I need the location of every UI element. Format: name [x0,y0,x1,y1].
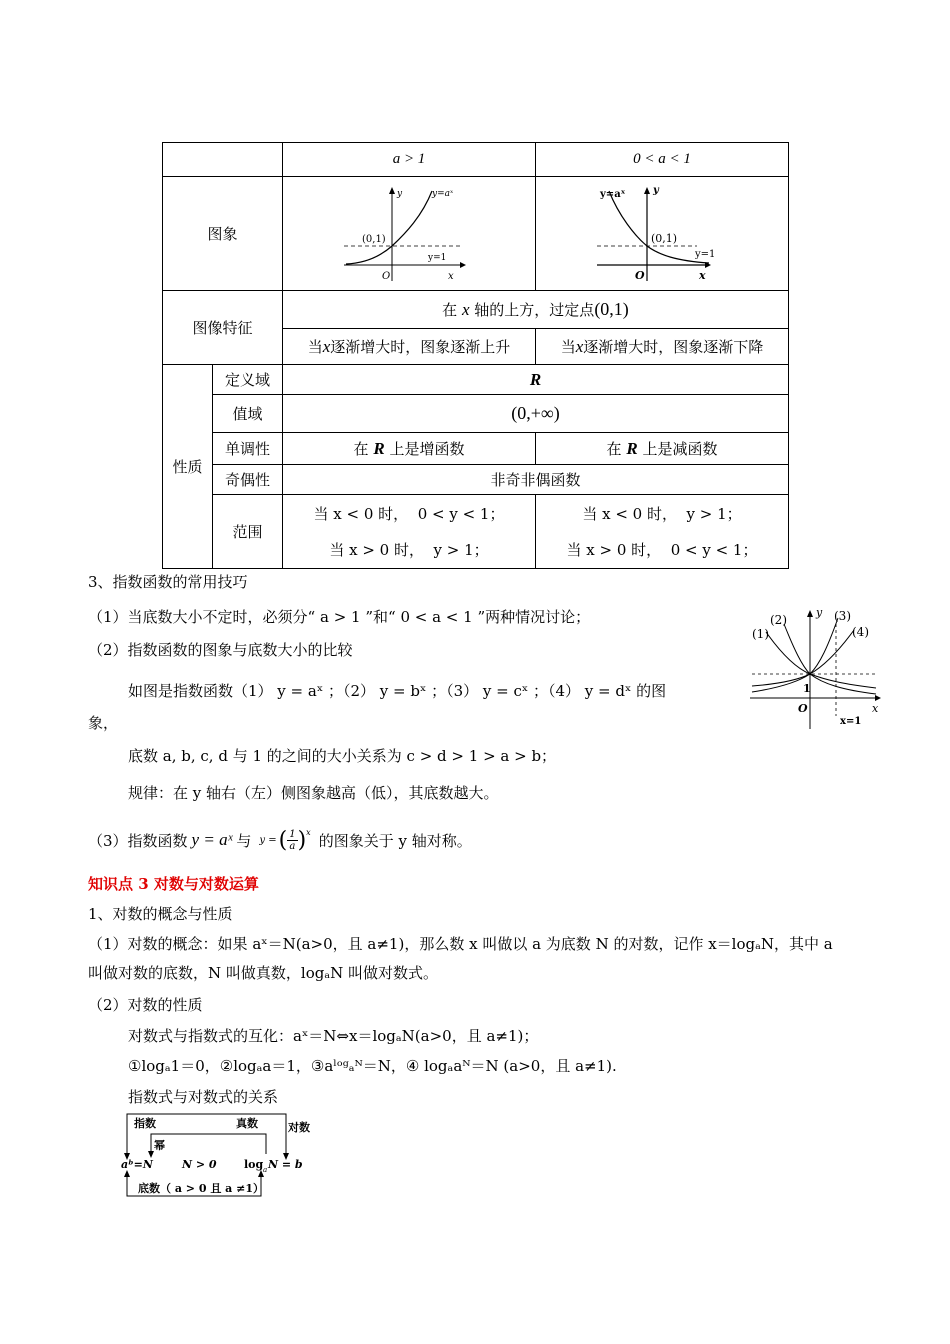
scope-increasing-line-1: 当 x < 0 时， 0 < y < 1； [313,504,505,523]
label-3: (3) [834,609,851,623]
function-label: y=aˣ [600,188,626,200]
graph-row-label: 图象 [163,177,283,291]
log-properties-line-1: 对数式与指数式的互化：aˣ＝N⇔x＝logₐN(a>0，且 a≠1)； [128,1027,539,1045]
domain-label: 定义域 [213,365,283,395]
tip-2-rule: 规律：在 y 轴右（左）侧图象越高（低），其底数越大。 [128,784,499,802]
label-base-condition: 底数（ a > 0 且 a ≠1） [138,1182,264,1195]
arrow-down-icon [148,1151,154,1158]
x-axis-arrow-icon [875,695,881,701]
label-log-post: N = b [268,1158,303,1171]
increasing-exponential-graph [344,181,474,287]
label-power: 幂 [154,1139,165,1152]
y-axis-arrow-icon [644,187,650,194]
y-label: y [653,184,659,196]
base-comparison-graph [748,604,888,734]
monotonicity-increasing: 在 R 上是增函数 [283,433,536,465]
scope-label: 范围 [213,495,283,569]
features-decreasing-cell: 当x逐渐增大时，图象逐渐下降 [536,329,789,365]
label-1: (1) [752,627,769,641]
label-positive: N > 0 [182,1158,217,1171]
asymptote-label: y=1 [428,252,447,263]
y-axis-arrow-icon [807,610,813,617]
x-label: x [448,270,454,282]
log-concept-line-1: （1）对数的概念：如果 aˣ＝N(a>0，且 a≠1)，那么数 x 叫做以 a 为底数 N 的对数，记作 x＝logₐN，其中 a [88,935,833,953]
label-exp-form: aᵇ=N [121,1158,153,1171]
label-2: (2) [770,613,787,627]
scope-increasing-cell [283,495,536,569]
tip-2-body-cont: 象， [88,714,119,732]
tip-2-title: （2）指数函数的图象与底数大小的比较 [88,641,353,659]
range-value: (0,+∞) [283,395,789,433]
y-label: y [816,606,823,619]
range-label: 值域 [213,395,283,433]
log-concept-line-2: 叫做对数的底数，N 叫做真数，logₐN 叫做对数式。 [88,964,439,982]
scope-decreasing-line-2: 当 x > 0 时， 0 < y < 1； [566,540,758,559]
x-label: x [872,702,879,715]
header-empty-cell [163,143,283,177]
scope-increasing-line-2: 当 x > 0 时， y > 1； [329,540,489,559]
parity-value: 非奇非偶函数 [283,465,789,495]
label-antilog: 真数 [236,1117,258,1130]
function-label: y=aˣ [432,188,454,199]
curve [346,188,432,264]
origin-label: O [635,268,645,282]
log-properties-line-2: ①logₐ1＝0，②logₐa＝1，③aˡᵒᵍₐᴺ＝N，④ logₐaᴺ＝N (a>0，且 a≠1). [128,1057,617,1075]
label-log-pre: log [244,1158,264,1171]
reciprocal-base-formula: y = ( 1 a ) x [259,827,311,853]
section3-title: 3、指数函数的常用技巧 [88,573,248,591]
tip-2-base-order: 底数 a, b, c, d 与 1 的之间的大小关系为 c > d > 1 > a > b； [128,747,557,765]
tip-1: （1）当底数大小不定时，必须分“ a > 1 ”和“ 0 < a < 1 ”两种情况讨论； [88,608,591,626]
curve [609,191,709,263]
one-label: 1 [803,682,811,695]
log-section-title: 1、对数的概念与性质 [88,905,233,923]
exp-log-relation-diagram [118,1108,328,1204]
features-common-cell: 在 x 轴的上方，过定点(0,1) [283,291,789,329]
graph-increasing-cell [283,177,536,291]
x-equals-1-label: x=1 [840,716,862,727]
point-label: (0,1) [651,231,678,245]
point-label: (0,1) [362,233,386,245]
arrow-up-icon [124,1170,130,1177]
exponential-properties-table [162,142,789,569]
log-properties-line-3: 指数式与对数式的关系 [128,1088,279,1106]
scope-decreasing-line-1: 当 x < 0 时， y > 1； [582,504,742,523]
asymptote-label: y=1 [695,248,716,260]
x-axis-arrow-icon [460,262,466,268]
label-4: (4) [852,625,869,639]
y-label: y [397,188,403,199]
domain-value: R [283,365,789,395]
monotonicity-decreasing: 在 R 上是减函数 [536,433,789,465]
curve-1 [766,632,876,688]
features-row-label: 图像特征 [163,291,283,365]
parity-label: 奇偶性 [213,465,283,495]
tip-2-body: 如图是指数函数（1） y = aˣ ；（2） y = bˣ ；（3） y = cˣ ；（4） y = dˣ 的图 [128,682,667,700]
origin-label: O [382,270,391,282]
knowledge-point-3-title: 知识点 3 对数与对数运算 [88,875,259,893]
header-a-gt-1: a > 1 [283,143,536,177]
origin-label: O [798,702,808,715]
label-exponent: 指数 [134,1117,156,1130]
inner-bracket [151,1134,266,1154]
graph-decreasing-cell [536,177,789,291]
x-label: x [699,268,706,282]
properties-row-label: 性质 [163,365,213,569]
tip-3: （3）指数函数 y = aˣ 与 y = ( 1 a ) x 的图象关于 y 轴对称。 [88,827,472,853]
y-axis-arrow-icon [389,187,395,194]
monotonicity-label: 单调性 [213,433,283,465]
decreasing-exponential-graph [597,181,727,287]
features-increasing-cell: 当x逐渐增大时，图象逐渐上升 [283,329,536,365]
label-logarithm: 对数 [288,1121,310,1134]
header-a-between-0-1: 0 < a < 1 [536,143,789,177]
scope-decreasing-cell [536,495,789,569]
label-log-sub: a [263,1166,268,1174]
log-properties-title: （2）对数的性质 [88,996,203,1014]
